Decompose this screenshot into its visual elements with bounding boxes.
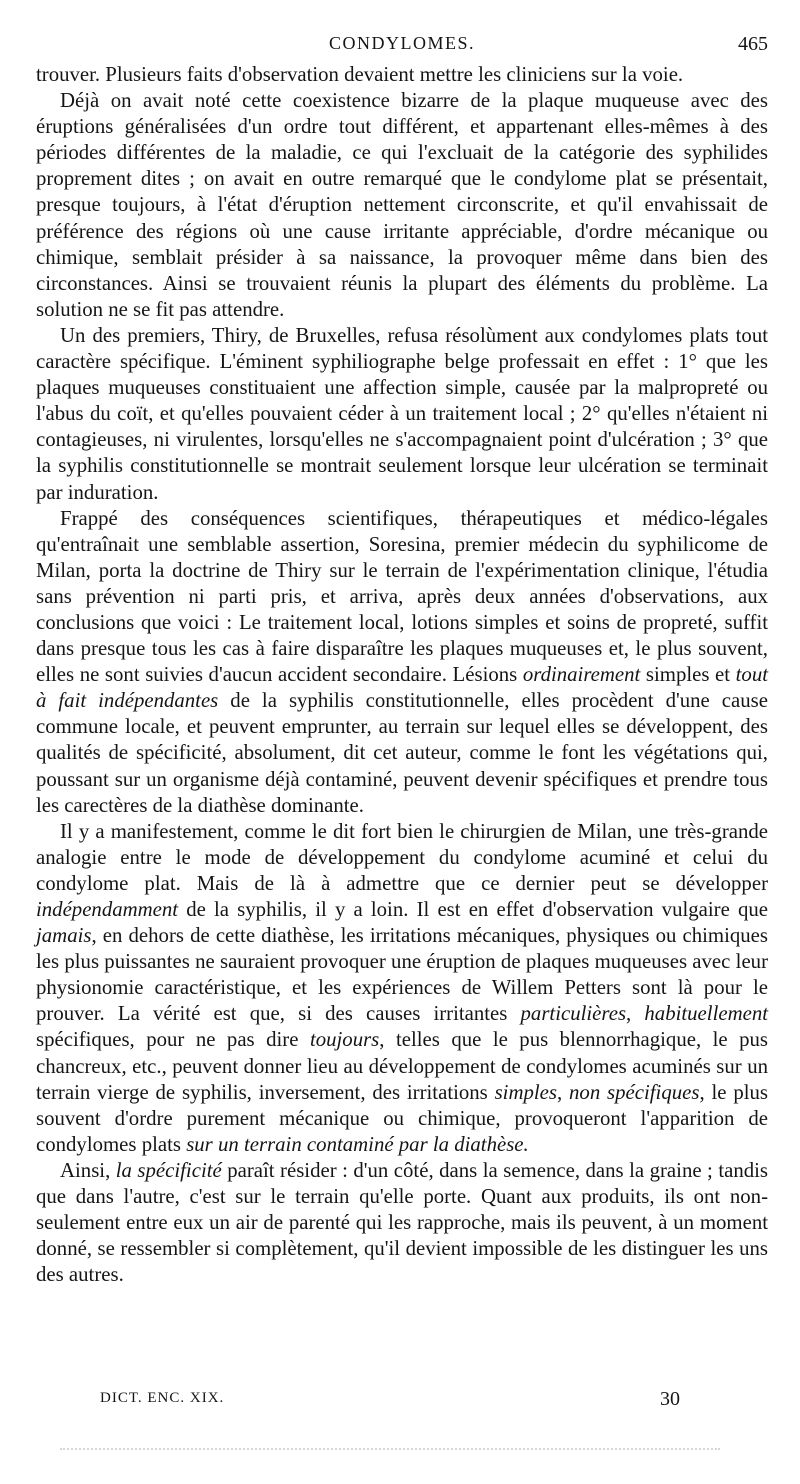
- text-run: , telles que le pus blennorrhagique, le pus chancreux, etc., peuvent donner lieu au développement de condylomes acuminés sur un terrain vierge de syphilis, inversement, des irritations: [36, 1028, 768, 1104]
- text-run: paraît résider : d'un côté, dans la semence, dans la graine ; tandis que dans l'autre, c'est sur le terrain qu'elle porte. Quant aux produits, ils ont non-seulement entre eux un air de parenté qui les rapproche, mais ils peuvent, à un moment donné, se ressembler si complètement, qu'il devient impossible de les distinguer les uns des autres.: [36, 1158, 768, 1287]
- text-run: Un des premiers, Thiry, de Bruxelles, refusa résolùment aux condylomes plats tout caractère spécifique. L'éminent syphiliographe belge professait en effet : 1° que les plaques muqueuses constituaient une affection simple, causée par la malpropreté ou l'abus du coït, et qu'elles pouvaient céder à un traitement local ; 2° qu'elles n'étaient ni contagieuses, ni virulentes, lorsqu'elles ne s'accompagnaient point d'ulcération ; 3° que la syphilis constitutionnelle se montrait seulement lorsque leur ulcération se terminait par induration.: [36, 323, 768, 504]
- italic-run: habituellement: [644, 1002, 768, 1026]
- paragraph: [36, 1158, 768, 1288]
- text-run: simples et: [640, 663, 736, 687]
- body-text: [36, 62, 768, 1288]
- italic-run: indépendamment: [36, 898, 179, 921]
- page-footer: [100, 1388, 680, 1412]
- bottom-edge-marks: [60, 1448, 720, 1451]
- italic-run: la spécificité: [115, 1158, 222, 1182]
- italic-run: ordinairement: [522, 663, 641, 687]
- text-run: de la syphilis constitutionnelle, elles procèdent d'une cause commune locale, et peuvent emprunter, au terrain sur lequel elles se développent, des qualités de spécificité, absolument, dit cet auteur, comme le font les végétations qui, poussant sur un organisme déjà contaminé, peuvent devenir spécifiques et prendre tous les carectères de la diathèse dominante.: [36, 689, 768, 817]
- signature-number: 30: [660, 1388, 680, 1410]
- paragraph: [36, 88, 768, 323]
- paragraph: [36, 62, 768, 88]
- italic-run: tout à fait indépendantes: [36, 663, 768, 713]
- text-run: spécifiques, pour ne pas dire: [36, 1028, 310, 1052]
- paragraph: [36, 819, 768, 1158]
- text-run: trouver. Plusieurs faits d'observation devaient mettre les cliniciens sur la voie.: [36, 63, 684, 86]
- running-head: [36, 33, 768, 57]
- text-run: Déjà on avait noté cette coexistence bizarre de la plaque muqueuse avec des éruptions généralisées d'un ordre tout différent, et appartenant elles-mêmes à des périodes différentes de la maladie, ce qui l'excluait de la catégorie des syphilides proprement dites ; on avait en outre remarqué que le condylome plat se présentait, presque toujours, à l'état d'éruption nettement circonscrite, et qu'il envahissait de préférence des régions où une cause irritante appréciable, d'ordre mécanique ou chimique, semblait présider à sa naissance, la provoquer même dans bien des circonstances. Ainsi se trouvaient réunis la plupart des éléments du problème. La solution ne se fit pas attendre.: [36, 89, 768, 321]
- running-title: CONDYLOMES.: [328, 33, 475, 53]
- text-run: de la syphilis, il y a loin. Il est en effet d'observation vulgaire que: [178, 898, 768, 921]
- italic-run: jamais: [36, 924, 92, 948]
- italic-run: non spécifiques: [569, 1080, 700, 1104]
- paragraph: [36, 323, 768, 506]
- text-run: ,: [557, 1080, 570, 1104]
- paragraph: [36, 506, 768, 819]
- text-run: Il y a manifestement, comme le dit fort bien le chirurgien de Milan, une très-grande analogie entre le mode de développement du condylome acuminé et celui du condylome plat. Mais de là à admettre que ce dernier peut se développer: [36, 819, 768, 895]
- signature-mark: DICT. ENC. XIX.: [100, 1390, 225, 1406]
- italic-run: particulières: [520, 1002, 627, 1026]
- italic-run: toujours: [309, 1028, 380, 1052]
- italic-run: sur un terrain contaminé par la diathèse.: [186, 1132, 529, 1156]
- page-number: 465: [738, 33, 768, 55]
- text-run: Ainsi,: [60, 1158, 116, 1182]
- text-run: ,: [626, 1002, 645, 1026]
- text-run: Frappé des conséquences scientifiques, thérapeutiques et médico-légales qu'entraînait une semblable assertion, Soresina, premier médecin du syphilicome de Milan, porta la doctrine de Thiry sur le terrain de l'expérimentation clinique, l'étudia sans prévention ni parti pris, et arriva, après deux années d'observations, aux conclusions que voici : Le traitement local, lotions simples et soins de propreté, suffit dans presque tous les cas à faire disparaître les plaques muqueuses et, le plus souvent, elles ne sont suivies d'aucun accident secondaire. Lésions: [36, 506, 768, 687]
- italic-run: simples: [494, 1080, 557, 1104]
- text-run: , en dehors de cette diathèse, les irritations mécaniques, physiques ou chimiques les plus puissantes ne sauraient provoquer une éruption de plaques muqueuses avec leur physionomie caractéristique, et les expériences de Willem Petters sont là pour le prouver. La vérité est que, si des causes irritantes: [36, 924, 768, 1026]
- text-run: , le plus souvent d'ordre purement mécanique ou chimique, provoqueront l'apparition de condylomes plats: [36, 1080, 768, 1156]
